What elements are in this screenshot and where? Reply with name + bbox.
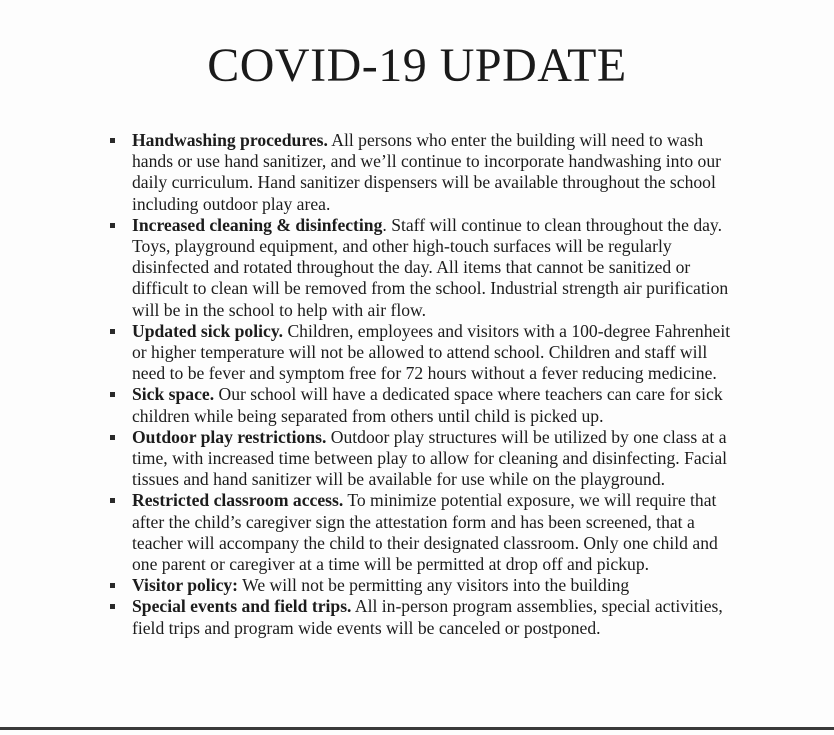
item-heading: Visitor policy: xyxy=(132,575,239,596)
item-text: Our school will have a dedicated space where teachers can care for sick children while being separated from others until child is picked up. xyxy=(132,384,723,426)
square-bullet-icon xyxy=(110,392,115,397)
item-heading: Restricted classroom access. xyxy=(132,490,344,511)
item-text: We will not be permitting any visitors into the building xyxy=(238,575,630,596)
square-bullet-icon xyxy=(110,498,115,503)
square-bullet-icon xyxy=(110,583,115,588)
square-bullet-icon xyxy=(110,604,115,609)
list-item-visitor-policy xyxy=(108,575,738,596)
item-text: Children, employees and visitors with a 100-degree Fahrenheit or higher temperature will not be allowed to attend school. Children and staff will need to be fever and symptom free for 72 hours without a fever reducing medicine. xyxy=(132,320,731,384)
list-item-sick-policy xyxy=(108,321,738,385)
item-text: . Staff will continue to clean throughout the day. Toys, playground equipment, and other high-touch surfaces will be regularly disinfected and rotated throughout the day. All items that cannot be sanitized or difficult to clean will be removed from the school. Industrial strength air purification will be in the school to help with air flow. xyxy=(132,214,729,320)
item-text: All in-person program assemblies, special activities, field trips and program wide events will be canceled or postponed. xyxy=(132,596,723,638)
item-text: Outdoor play structures will be utilized by one class at a time, with increased time between play to allow for cleaning and disinfecting. Facial tissues and hand sanitizer will be available for use while on the playground. xyxy=(132,426,728,490)
page-title: COVID-19 UPDATE xyxy=(207,39,627,92)
item-heading: Sick space. xyxy=(132,384,215,405)
list-item-outdoor-play xyxy=(108,427,738,491)
policy-list xyxy=(108,130,738,639)
item-heading: Updated sick policy. xyxy=(132,320,284,341)
item-heading: Handwashing procedures. xyxy=(132,130,328,150)
item-heading: Outdoor play restrictions. xyxy=(132,426,327,447)
item-heading: Special events and field trips. xyxy=(132,596,352,617)
list-item-special-events xyxy=(108,596,738,638)
list-item-sick-space xyxy=(108,384,738,426)
square-bullet-icon xyxy=(110,329,115,334)
item-text: To minimize potential exposure, we will require that after the child’s caregiver sign the attestation form and has been screened, that a teacher will accompany the child to their designated classroom. Only one child and one parent or caregiver at a time will be permitted at drop off and pickup. xyxy=(132,490,718,575)
item-text: All persons who enter the building will need to wash hands or use hand sanitizer, and we’ll continue to incorporate handwashing into our daily curriculum. Hand sanitizer dispensers will be available throughout the school including outdoor play area. xyxy=(132,130,722,214)
list-item-handwashing xyxy=(108,130,738,215)
bottom-edge-line xyxy=(0,727,834,730)
list-item-classroom-access xyxy=(108,490,738,575)
square-bullet-icon xyxy=(110,138,115,143)
square-bullet-icon xyxy=(110,435,115,440)
square-bullet-icon xyxy=(110,223,115,228)
list-item-cleaning xyxy=(108,215,738,321)
item-heading: Increased cleaning & disinfecting xyxy=(132,214,383,235)
